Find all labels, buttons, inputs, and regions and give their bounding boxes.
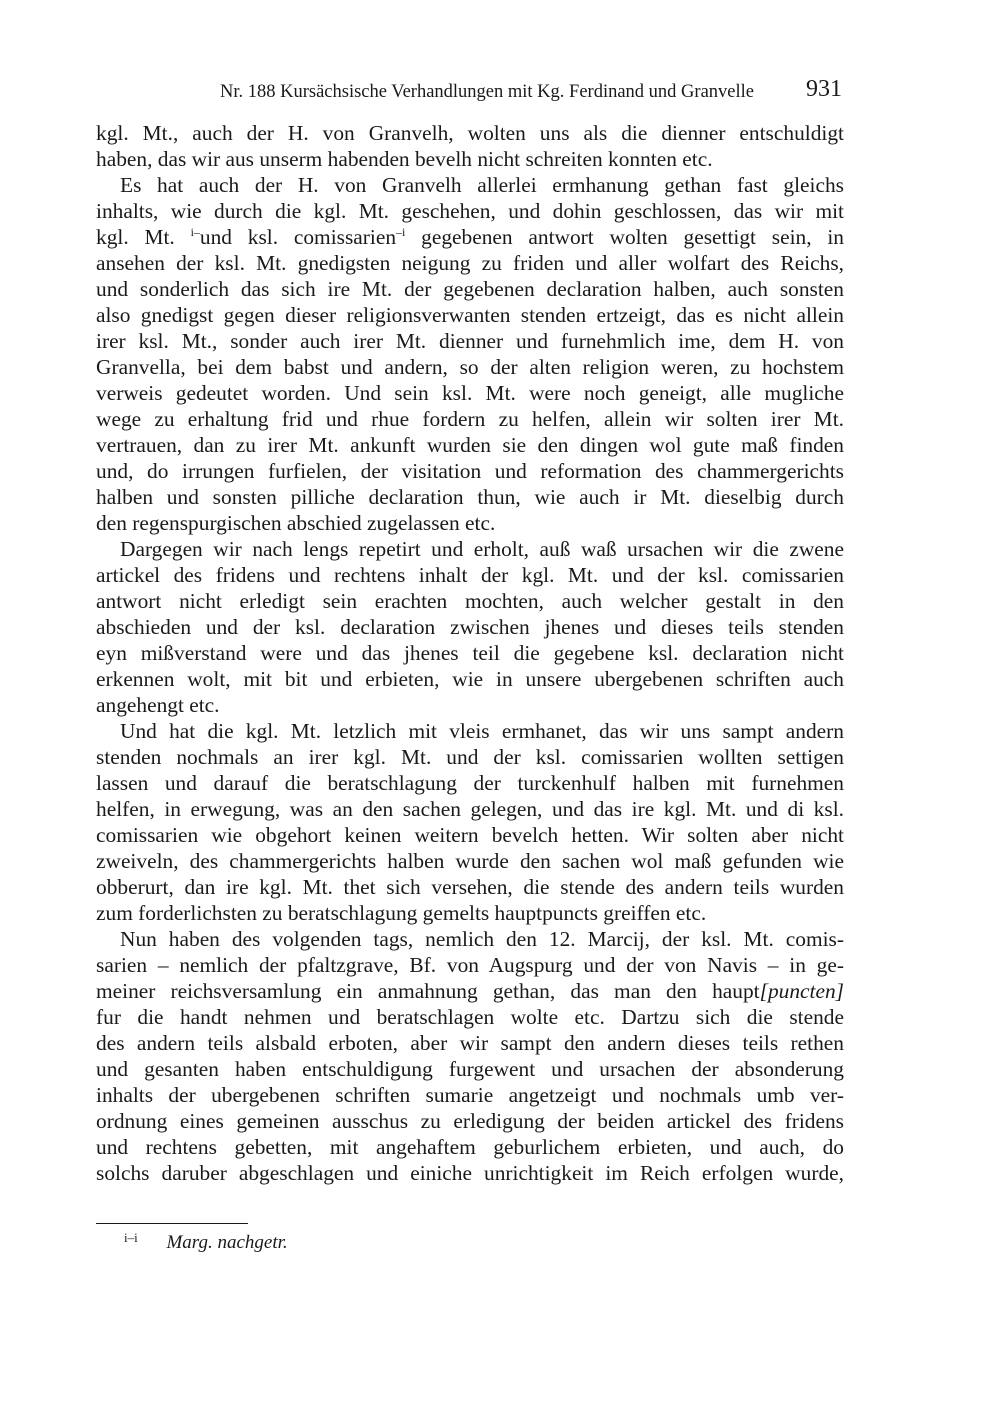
text-segment: [puncten]: [759, 979, 844, 1003]
text-line: halben und sonsten pilliche declaration thun, wie auch ir Mt. dieselbig durch: [96, 485, 844, 509]
text-line: erkennen wolt, mit bit und erbieten, wie in unsere ubergebenen schriften auch: [96, 667, 844, 691]
footnote-ref: –i: [396, 225, 406, 239]
text-line: Granvella, bei dem babst und andern, so der alten religion weren, zu hochstem: [96, 355, 844, 379]
text-line: abschieden und der ksl. declaration zwischen jhenes und dieses teils stenden: [96, 615, 844, 639]
text-segment: kgl. Mt.: [96, 225, 191, 249]
text-line: Dargegen wir nach lengs repetirt und erholt, auß waß ursachen wir die zwene: [120, 537, 844, 561]
text-line: eyn mißverstand were und das jhenes teil die gegebene ksl. declaration nicht: [96, 641, 844, 665]
text-line: sarien – nemlich der pfaltzgrave, Bf. von Augspurg und der von Navis – in ge-: [96, 953, 844, 977]
text-line: [96, 978, 844, 1004]
text-line: [96, 224, 844, 250]
footnote-ref: i–: [190, 225, 200, 239]
text-line: obberurt, dan ire kgl. Mt. thet sich versehen, die stende des andern teils wurden: [96, 875, 844, 899]
text-line: angehengt etc.: [96, 693, 220, 717]
text-line: lassen und darauf die beratschlagung der turckenhulf halben mit furnehmen: [96, 771, 844, 795]
text-line: und rechtens gebetten, mit angehaftem geburlichem erbieten, und auch, do: [96, 1135, 844, 1159]
footnote-text: Marg. nachgetr.: [166, 1232, 288, 1253]
text-line: inhalts, wie durch die kgl. Mt. geschehen, und dohin geschlossen, das wir mit: [96, 199, 844, 223]
text-line: Es hat auch der H. von Granvelh allerlei ermhanung gethan fast gleichs: [120, 173, 844, 197]
text-line: zweiveln, des chammergerichts halben wurde den sachen wol maß gefunden wie: [96, 849, 844, 873]
text-line: verweis gedeutet worden. Und sein ksl. Mt. were noch geneigt, alle mugliche: [96, 381, 844, 405]
page: [96, 72, 844, 1186]
text-line: und sonderlich das sich ire Mt. der gegebenen declaration halben, auch sonsten: [96, 277, 844, 301]
text-line: Und hat die kgl. Mt. letzlich mit vleis ermhanet, das wir uns sampt andern: [120, 719, 844, 743]
text-line: ansehen der ksl. Mt. gnedigsten neigung zu friden und aller wolfart des Reichs,: [96, 251, 844, 275]
text-line: Nun haben des volgenden tags, nemlich den 12. Marcij, der ksl. Mt. comis-: [120, 927, 844, 951]
text-line: den regenspurgischen abschied zugelassen etc.: [96, 511, 496, 535]
footnote-rule: [96, 1223, 248, 1224]
text-segment: meiner reichsversamlung ein anmahnung gethan, das man den haupt: [96, 979, 760, 1003]
page-number: 931: [806, 76, 842, 102]
text-line: haben, das wir aus unserm habenden bevelh nicht schreiten konnten etc.: [96, 147, 713, 171]
text-line: irer ksl. Mt., sonder auch irer Mt. dienner und furnehmlich ime, dem H. von: [96, 329, 844, 353]
text-line: helfen, in erwegung, was an den sachen gelegen, und das ire kgl. Mt. und di ksl.: [96, 797, 844, 821]
running-title: Nr. 188 Kursächsische Verhandlungen mit Kg. Ferdinand und Granvelle: [220, 82, 754, 102]
text-line: stenden nochmals an irer kgl. Mt. und der ksl. comissarien wollten settigen: [96, 745, 844, 769]
footnote-mark: i–i: [124, 1230, 138, 1245]
text-line: inhalts der ubergebenen schriften sumarie angetzeigt und nochmals umb ver-: [96, 1083, 844, 1107]
text-line: comissarien wie obgehort keinen weitern bevelch hetten. Wir solten aber nicht: [96, 823, 844, 847]
main-text: [96, 120, 844, 1186]
text-line: kgl. Mt., auch der H. von Granvelh, wolten uns als die dienner entschuldigt: [96, 121, 844, 145]
text-line: solchs daruber abgeschlagen und einiche unrichtigkeit im Reich erfolgen wurde,: [96, 1161, 844, 1185]
text-segment: gegebenen antwort wolten gesettigt sein, in: [405, 225, 845, 249]
text-line: ordnung eines gemeinen ausschus zu erledigung der beiden artickel des fridens: [96, 1109, 844, 1133]
text-line: fur die handt nehmen und beratschlagen wolte etc. Dartzu sich die stende: [96, 1005, 844, 1029]
text-line: also gnedigst gegen dieser religionsverwanten stenden ertzeigt, das es nicht allein: [96, 303, 844, 327]
text-line: artickel des fridens und rechtens inhalt der kgl. Mt. und der ksl. comissarien: [96, 563, 844, 587]
footnote: [124, 1230, 288, 1254]
text-line: wege zu erhaltung frid und rhue fordern zu helfen, allein wir solten irer Mt.: [96, 407, 844, 431]
running-head: [96, 72, 844, 112]
text-segment: und ksl. comissarien: [199, 225, 397, 249]
text-line: antwort nicht erledigt sein erachten mochten, auch welcher gestalt in den: [96, 589, 844, 613]
text-line: zum forderlichsten zu beratschlagung gemelts hauptpuncts greiffen etc.: [96, 901, 707, 925]
text-line: und, do irrungen furfielen, der visitation und reformation des chammergerichts: [96, 459, 844, 483]
text-line: des andern teils alsbald erboten, aber wir sampt den andern dieses teils rethen: [96, 1031, 844, 1055]
text-line: vertrauen, dan zu irer Mt. ankunft wurden sie den dingen wol gute maß finden: [96, 433, 844, 457]
text-line: und gesanten haben entschuldigung furgewent und ursachen der absonderung: [96, 1057, 844, 1081]
